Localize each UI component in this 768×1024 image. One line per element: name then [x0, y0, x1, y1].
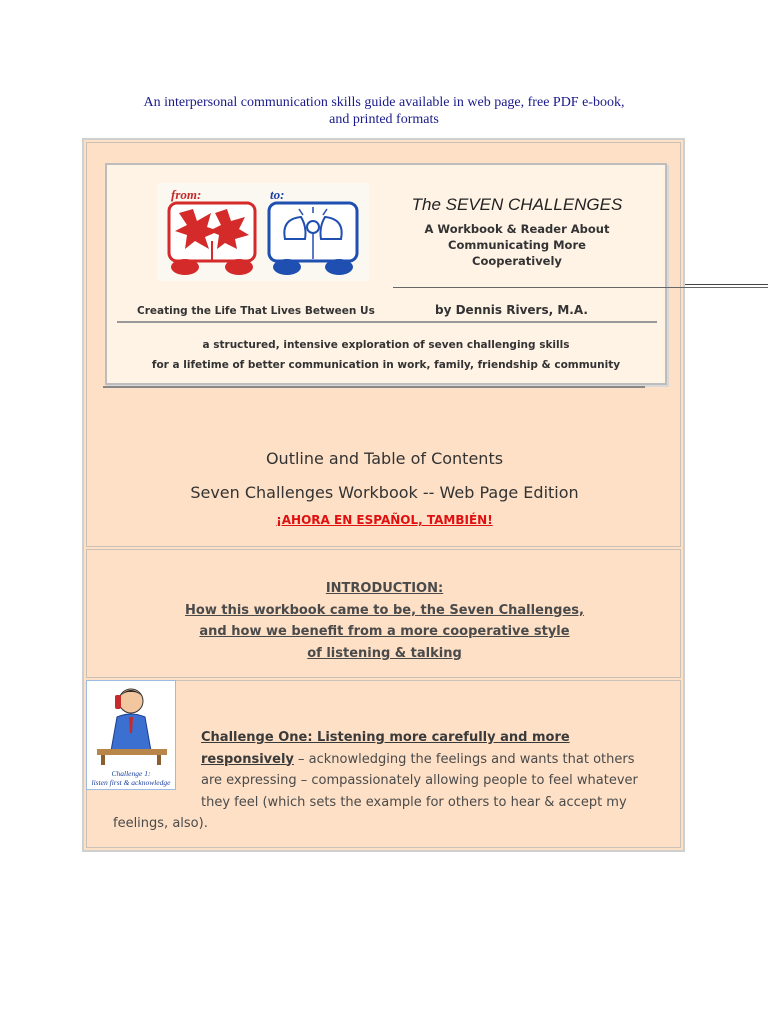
challenge-one-desc: – acknowledging the feelings and wants that others [293, 751, 635, 767]
subtitle-line: A Workbook & Reader About [424, 222, 610, 236]
introduction-heading[interactable]: INTRODUCTION: [325, 581, 444, 596]
subtitle-line: Communicating More [448, 238, 586, 252]
description-line: for a lifetime of better communication in work, family, friendship & community [151, 359, 621, 371]
logo-from-label: from: [171, 187, 202, 202]
author: by Dennis Rivers, M.A. [435, 303, 588, 317]
challenge-one-cell [86, 680, 681, 848]
introduction-line[interactable]: of listening & talking [307, 645, 462, 661]
introduction-link[interactable] [87, 578, 682, 664]
subtitle-line: Cooperatively [472, 254, 562, 268]
book-subtitle [397, 221, 637, 269]
subtitle-divider [393, 287, 768, 288]
challenge-one-heading[interactable]: Challenge One: Listening more carefully and more [201, 730, 570, 745]
outline-subtitle: Seven Challenges Workbook -- Web Page Edition [190, 483, 579, 502]
tagline-divider [117, 321, 657, 323]
challenge-one-heading-cont[interactable]: responsively [201, 751, 294, 767]
challenge-one-line [113, 727, 661, 749]
espanol-link[interactable]: ¡AHORA EN ESPAÑOL, TAMBIÉN! [276, 513, 493, 527]
logo-to-label: to: [270, 187, 285, 202]
intro-caption-line1: An interpersonal communication skills guide available in web page, free PDF e-book, [143, 95, 625, 110]
description-line: a structured, intensive exploration of seven challenging skills [202, 339, 570, 351]
caption-line: Challenge 1: [111, 769, 151, 778]
introduction-line[interactable]: and how we benefit from a more cooperative style [199, 624, 570, 639]
content-table [82, 138, 685, 852]
challenge-one-line [113, 749, 661, 771]
side-pointer-line [685, 284, 768, 285]
outline-title: Outline and Table of Contents [265, 449, 504, 468]
introduction-cell [86, 549, 681, 678]
title-box [105, 163, 667, 385]
intro-caption [0, 94, 768, 128]
intro-caption-line2: and printed formats [329, 112, 439, 127]
challenge-one-line: they feel (which sets the example for others to hear & accept my [201, 794, 627, 810]
header-cell [86, 142, 681, 547]
challenge-one-line: are expressing – compassionately allowing people to feel whatever [201, 773, 638, 788]
book-description [107, 335, 665, 375]
challenge-one-line: feelings, also). [113, 816, 208, 831]
introduction-line[interactable]: How this workbook came to be, the Seven Challenges, [185, 602, 584, 618]
caption-line: listen first & acknowledge [91, 778, 171, 787]
logo-from-to [157, 183, 369, 281]
tagline: Creating the Life That Lives Between Us [137, 305, 375, 317]
title-box-underline [103, 386, 645, 388]
book-title: The SEVEN CHALLENGES [411, 195, 623, 214]
challenge-one-text [113, 727, 661, 835]
